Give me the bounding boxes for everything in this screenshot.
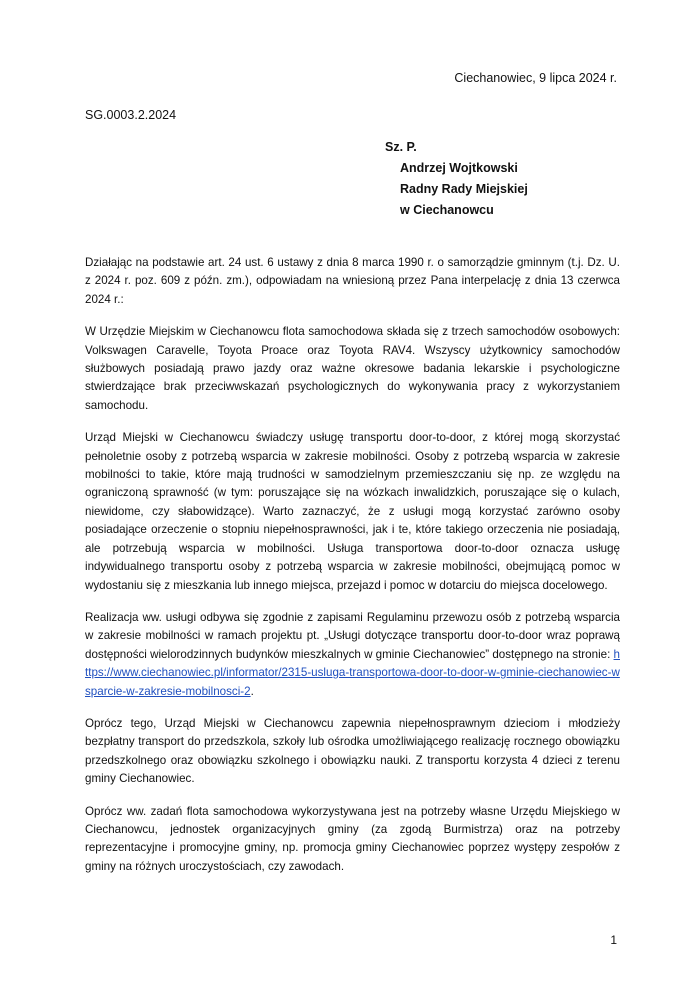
paragraph-door-to-door: Urząd Miejski w Ciechanowcu świadczy usługę transportu door-to-door, z której mogą skorzystać pełnoletnie osoby z potrzebą wsparcia w zakresie mobilności. Osoby z potrzebą wsparcia w zakresie mobilności to takie, które mają trudności w samodzielnym przemieszczaniu się np. ze względu na ograniczoną sprawność (w tym: poruszające się na wózkach inwalidzkich, poruszające się o kulach, niewidome, czy słabowidzące). Warto zaznaczyć, że z usługi mogą korzystać zarówno osoby posiadające orzeczenie o stopniu niepełnosprawności, jak i te, które takiego orzeczenia nie posiadają, ale potrzebują wsparcia w mobilności. Usługa transportowa door-to-door oznacza usługę indywidualnego transportu osoby z potrzebą wsparcia w zakresie mobilności, obejmującą pomoc w wydostaniu się z mieszkania lub innego miejsca, przejazd i pomoc w dotarciu do miejsca docelowego. bbox=[85, 431, 620, 592]
recipient-place: w Ciechanowcu bbox=[400, 203, 494, 217]
recipient-salutation: Sz. P. bbox=[385, 140, 417, 154]
paragraph-legal-basis: Działając na podstawie art. 24 ust. 6 ustawy z dnia 8 marca 1990 r. o samorządzie gminnym (t.j. Dz. U. z 2024 r. poz. 609 z późn. zm.), odpowiadam na wniesioną przez Pana interpelację z dnia 13 czerwca 2024 r.: bbox=[85, 256, 620, 306]
regulations-link[interactable]: https://www.ciechanowiec.pl/informator/2315-usluga-transportowa-door-to-door-w-gminie-ciechanowiec-wsparcie-w-zakresie-mobilnosci-2 bbox=[85, 647, 620, 698]
recipient-block bbox=[385, 137, 528, 221]
recipient-role: Radny Rady Miejskiej bbox=[400, 182, 528, 196]
page-number: 1 bbox=[610, 933, 617, 947]
recipient-name: Andrzej Wojtkowski bbox=[400, 161, 518, 175]
reference-number: SG.0003.2.2024 bbox=[85, 108, 177, 122]
letter-body bbox=[85, 254, 620, 890]
paragraph-fleet: W Urzędzie Miejskim w Ciechanowcu flota samochodowa składa się z trzech samochodów osobowych: Volkswagen Caravelle, Toyota Proace oraz Toyota RAV4. Wszyscy użytkownicy samochodów służbowych posiadają prawo jazdy oraz ważne okresowe badania lekarskie i psychologiczne stwierdzające brak przeciwwskazań psychologicznych do wykonywania pracy z wykorzystaniem samochodu. bbox=[85, 325, 620, 412]
paragraph-regulations bbox=[85, 609, 620, 701]
regulations-text: Realizacja ww. usługi odbywa się zgodnie z zapisami Regulaminu przewozu osób z potrzebą wsparcia w zakresie mobilności w ramach projektu pt. „Usługi dotyczące transportu door-to-door wraz poprawą dostępności wielorodzinnych budynków mieszkalnych w gminie Ciechanowiec” dostępnego na stronie: bbox=[85, 610, 620, 661]
letter-date: Ciechanowiec, 9 lipca 2024 r. bbox=[454, 71, 617, 85]
paragraph-other-uses: Oprócz ww. zadań flota samochodowa wykorzystywana jest na potrzeby własne Urzędu Miejskiego w Ciechanowcu, jednostek organizacyjnych gminy (za zgodą Burmistrza) oraz na potrzeby reprezentacyjne i promocyjne gminy, np. promocja gminy Ciechanowiec poprzez występy zespołów z gminy na różnych uroczystościach, czy zawodach. bbox=[85, 804, 620, 873]
regulations-end: . bbox=[250, 684, 254, 698]
paragraph-children-transport: Oprócz tego, Urząd Miejski w Ciechanowcu zapewnia niepełnosprawnym dzieciom i młodzieży bezpłatny transport do przedszkola, szkoły lub ośrodka umożliwiającego realizację rocznego obowiązku przedszkolnego oraz obowiązku szkolnego i obowiązku nauki. Z transportu korzysta 4 dzieci z terenu gminy Ciechanowiec. bbox=[85, 716, 620, 786]
